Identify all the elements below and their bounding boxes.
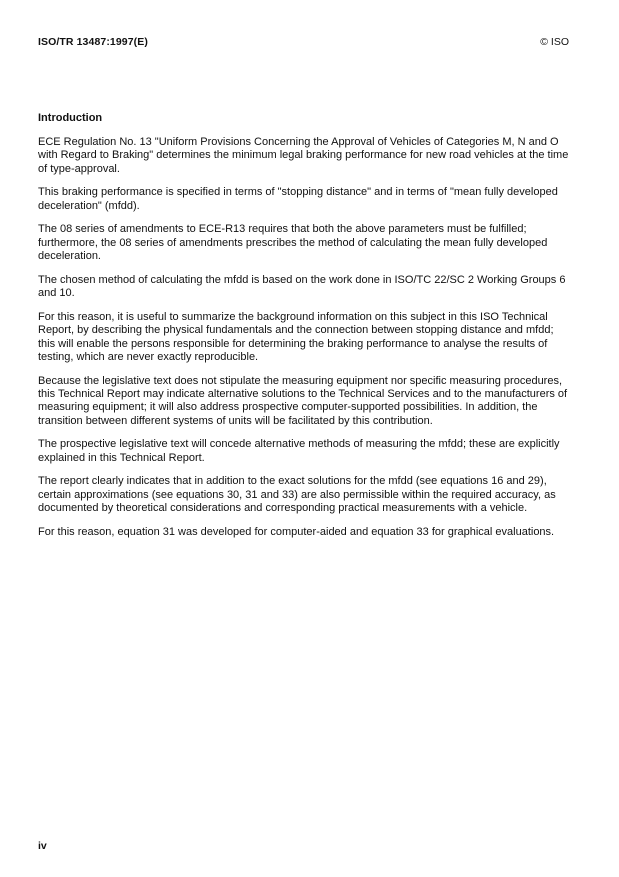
paragraph-1: ECE Regulation No. 13 "Uniform Provisions Concerning the Approval of Vehicles of Categories M, N and O with Regard to Braking" determines the minimum legal braking performance for new road vehicles at the time of type-approval.	[38, 136, 569, 175]
section-title: Introduction	[38, 112, 103, 124]
paragraph-5: For this reason, it is useful to summarize the background information on this subject in this ISO Technical Report, by describing the physical fundamentals and the connection between stopping distance and mfdd; this will enable the persons responsible for determining the braking performance to analyse the results of testing, which are never exactly reproducible.	[38, 310, 554, 363]
paragraph-2: This braking performance is specified in terms of "stopping distance" and in terms of "mean fully developed deceleration" (mfdd).	[38, 186, 558, 212]
paragraph-9: For this reason, equation 31 was developed for computer-aided and equation 33 for graphical evaluations.	[38, 525, 555, 538]
paragraph-8: The report clearly indicates that in addition to the exact solutions for the mfdd (see equations 16 and 29), certain approximations (see equations 30, 31 and 33) are also permissible within the required accuracy, as documented by theoretical considerations and corresponding practical measurements with a vehicle.	[38, 475, 556, 515]
paragraph-6: Because the legislative text does not stipulate the measuring equipment nor specific measuring procedures, this Technical Report may indicate alternative solutions to the Technical Services and to the manufacturers of measuring equipment; it will also address prospective computer-supported possibilities. In addition, the transition between different systems of units will be facilitated by this contribution.	[38, 374, 568, 427]
paragraph-4: The chosen method of calculating the mfdd is based on the work done in ISO/TC 22/SC 2 Working Groups 6 and 10.	[38, 273, 566, 300]
introduction-body	[38, 136, 572, 550]
paragraph-7: The prospective legislative text will concede alternative methods of measuring the mfdd; these are explicitly explained in this Technical Report.	[38, 438, 560, 464]
paragraph-3: The 08 series of amendments to ECE-R13 requires that both the above parameters must be fulfilled; furthermore, the 08 series of amendments prescribes the method of calculating the mean fully developed deceleration.	[38, 223, 548, 263]
document-identifier: ISO/TR 13487:1997(E)	[38, 36, 148, 48]
copyright-notice: © ISO	[540, 36, 569, 48]
page-number: iv	[38, 840, 47, 852]
